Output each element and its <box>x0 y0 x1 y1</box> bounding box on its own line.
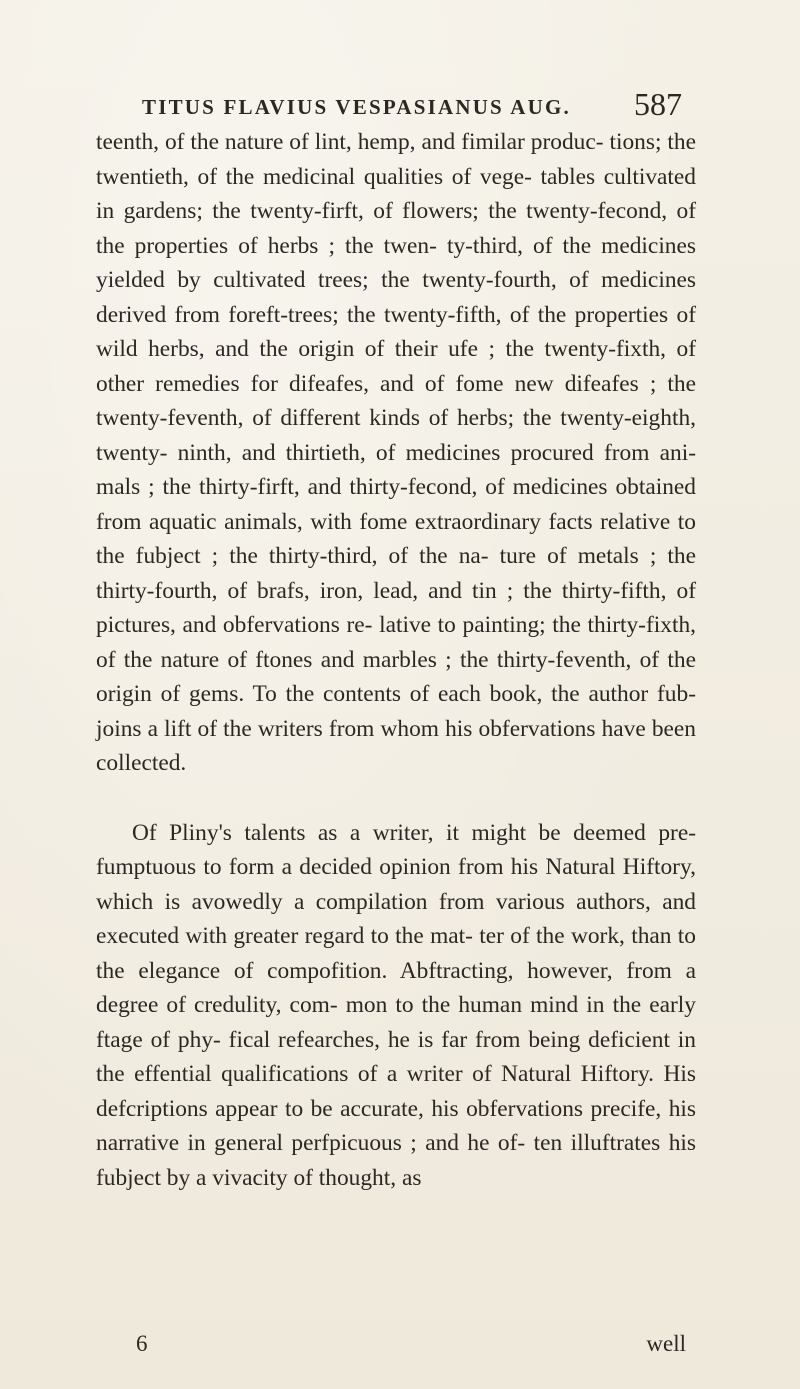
body-text <box>96 125 696 1195</box>
page-number: 587 <box>634 86 682 122</box>
paragraph-book-contents: teenth, of the nature of lint, hemp, and fimilar produc- tions; the twentieth, of the medicinal qualities of vege- tables cultivated in gardens; the twenty-firft, of flowers; the twenty-fecond, of the properties of herbs ; the twen- ty-third, of the medicines yielded by cultivated trees; the twenty-fourth, of medicines derived from foreft-trees; the twenty-fifth, of the properties of wild herbs, and the origin of their ufe ; the twenty-fixth, of other remedies for difeafes, and of fome new difeafes ; the twenty-feventh, of different kinds of herbs; the twenty-eighth, twenty- ninth, and thirtieth, of medicines procured from ani- mals ; the thirty-firft, and thirty-fecond, of medicines obtained from aquatic animals, with fome extraordinary facts relative to the fubject ; the thirty-third, of the na- ture of metals ; the thirty-fourth, of brafs, iron, lead, and tin ; the thirty-fifth, of pictures, and obfervations re- lative to painting; the thirty-fixth, of the nature of ftones and marbles ; the thirty-feventh, of the origin of gems. To the contents of each book, the author fub- joins a lift of the writers from whom his obfervations have been collected. <box>96 129 696 776</box>
page-footer <box>136 1331 686 1357</box>
running-head: TITUS FLAVIUS VESPASIANUS AUG. <box>142 95 571 119</box>
signature-mark: 6 <box>136 1331 148 1356</box>
page-header <box>142 70 682 120</box>
catchword: well <box>646 1331 686 1356</box>
paragraph-pliny-talents: Of Pliny's talents as a writer, it might be deemed pre- fumptuous to form a decided opinion from his Natural Hiftory, which is avowedly a compilation from various authors, and executed with greater regard to the mat- ter of the work, than to the elegance of compofition. Abftracting, however, from a degree of credulity, com- mon to the human mind in the early ftage of phy- fical refearches, he is far from being deficient in the effential qualifications of a writer of Natural Hiftory. His defcriptions appear to be accurate, his obfervations precife, his narrative in general perfpicuous ; and he of- ten illuftrates his fubject by a vivacity of thought, as <box>96 819 696 1191</box>
